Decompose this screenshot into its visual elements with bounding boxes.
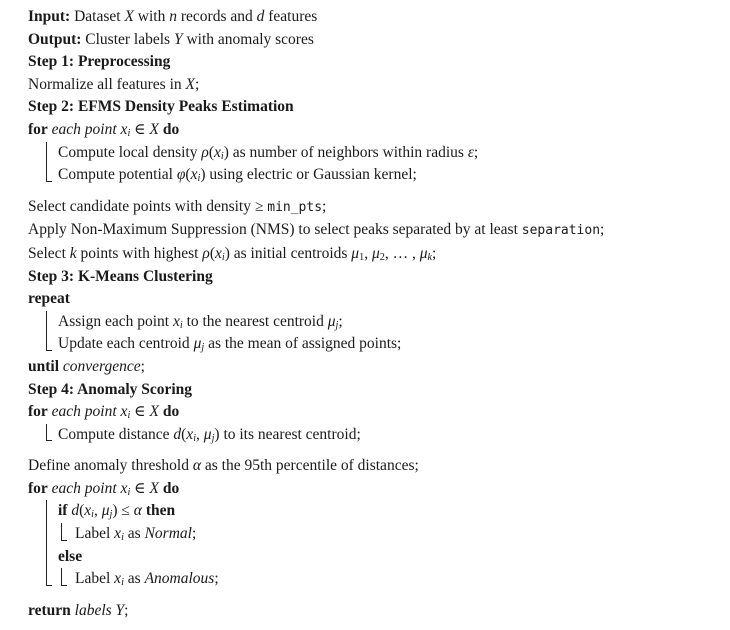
text-segment: x <box>215 244 222 262</box>
text-segment: x <box>213 143 221 161</box>
text-segment: j <box>335 319 339 331</box>
text-segment: i <box>220 150 224 162</box>
line-text <box>28 266 213 289</box>
text-segment: Define anomaly threshold <box>28 457 193 475</box>
vertical-rule <box>46 568 47 586</box>
text-segment: ; <box>194 75 200 93</box>
text-segment: ; <box>214 570 219 588</box>
text-segment: Compute potential <box>58 166 177 184</box>
algorithm-line <box>0 74 730 97</box>
line-text <box>58 333 401 356</box>
text-segment: Cluster labels <box>81 30 174 48</box>
line-text <box>28 29 314 52</box>
text-segment: Label <box>75 525 115 543</box>
vertical-rule <box>61 523 62 541</box>
algorithm-line <box>0 401 730 424</box>
block-indent-line <box>28 523 58 546</box>
algorithm-line <box>0 600 730 623</box>
text-segment: α <box>192 457 201 475</box>
text-segment: , <box>364 244 372 262</box>
text-segment: ; <box>124 601 129 619</box>
vertical-rule <box>61 568 62 586</box>
block-indent-line <box>28 424 58 447</box>
text-segment: Compute local density <box>58 143 202 161</box>
text-segment: Step 4: Anomaly Scoring <box>28 380 193 398</box>
text-segment: Update each centroid <box>58 335 194 353</box>
text-segment: else <box>58 547 83 565</box>
text-segment: i <box>221 251 225 263</box>
text-segment: μ <box>419 244 428 262</box>
block-indent-line <box>28 333 58 356</box>
algorithm-line <box>0 51 730 74</box>
text-segment: as <box>123 525 145 543</box>
text-segment: if <box>58 502 72 520</box>
text-segment: with anomaly scores <box>182 30 314 48</box>
text-segment: ) to its nearest centroid; <box>214 425 361 443</box>
text-segment: ρ <box>202 244 210 262</box>
text-segment: Normalize all features in <box>28 75 186 93</box>
algorithm-line <box>0 568 730 591</box>
text-segment: ; <box>600 221 605 239</box>
vertical-rule <box>46 142 47 165</box>
block-indent-line <box>28 500 58 523</box>
text-segment: ( <box>208 143 214 161</box>
text-segment: Step 2: EFMS Density Peaks Estimation <box>28 98 294 116</box>
text-segment: i <box>121 531 124 543</box>
line-text <box>28 288 70 311</box>
text-segment: Select candidate points with density ≥ <box>28 197 268 215</box>
text-segment: features <box>264 8 318 25</box>
text-segment: i <box>179 319 183 331</box>
text-segment: each point x <box>47 120 128 138</box>
algorithm-line <box>0 96 730 119</box>
text-segment: with <box>133 8 170 25</box>
line-text <box>28 478 179 501</box>
text-segment: do <box>162 120 180 138</box>
text-segment: ) as initial centroids <box>224 244 352 262</box>
block-indent-line <box>28 568 58 591</box>
line-text <box>28 51 170 74</box>
text-segment: Apply Non-Maximum Suppression (NMS) to select peaks separated by at least <box>28 221 522 239</box>
algorithm-line <box>0 478 730 501</box>
text-segment: ; <box>140 357 145 375</box>
text-segment: ∈ X <box>130 403 163 421</box>
text-segment: μ <box>351 244 360 262</box>
text-segment: μ <box>203 425 212 443</box>
text-segment: ( <box>181 425 187 443</box>
text-segment: ; <box>322 197 327 215</box>
text-segment: i <box>127 486 131 498</box>
text-segment: α <box>133 502 142 520</box>
algorithm-line <box>0 311 730 334</box>
text-segment: ; <box>473 143 479 161</box>
line-text <box>28 379 192 402</box>
text-segment: k <box>427 251 433 263</box>
text-segment: i <box>197 172 201 184</box>
line-text <box>28 401 179 424</box>
text-segment: return <box>28 601 71 619</box>
text-segment: x <box>186 425 194 443</box>
text-segment: records and <box>176 8 257 25</box>
line-text <box>28 356 145 379</box>
line-text <box>58 500 175 523</box>
text-segment: i <box>121 577 124 589</box>
text-segment: x <box>84 502 92 520</box>
text-segment: convergence <box>59 357 141 375</box>
algorithm-line <box>0 523 730 546</box>
block-indent-line <box>58 568 75 591</box>
text-segment: ( <box>185 166 191 184</box>
line-text <box>58 164 417 187</box>
text-segment: x <box>190 166 198 184</box>
text-segment: μ <box>371 244 380 262</box>
line-text <box>58 546 82 569</box>
algorithm-line <box>0 219 730 243</box>
text-segment: μ <box>193 335 202 353</box>
algorithm-line <box>0 379 730 402</box>
text-segment: Anomalous <box>144 570 215 588</box>
text-segment: ; <box>191 525 197 543</box>
line-text <box>28 74 199 97</box>
text-segment: Y <box>173 30 183 48</box>
algorithm-line <box>0 333 730 356</box>
text-segment: as the mean of assigned points; <box>204 335 402 353</box>
block-indent-line <box>28 142 58 165</box>
line-text <box>28 219 604 243</box>
text-segment: to the nearest centroid <box>182 312 328 330</box>
text-segment: x <box>172 312 180 330</box>
line-text <box>28 119 179 142</box>
text-segment: Output: <box>28 30 82 48</box>
text-segment: as <box>123 570 145 588</box>
text-segment: then <box>141 502 176 520</box>
text-segment: ε <box>467 143 474 161</box>
vertical-rule <box>46 546 47 569</box>
text-segment: Compute distance <box>58 425 174 443</box>
text-segment: 2 <box>379 251 385 263</box>
text-segment: j <box>211 432 215 444</box>
text-segment: , <box>94 502 102 520</box>
text-segment: ) as number of neighbors within radius <box>223 143 468 161</box>
algorithm-line <box>0 29 730 52</box>
line-text <box>28 455 419 478</box>
text-segment: points with highest <box>76 244 203 262</box>
line-text <box>58 424 361 447</box>
vertical-rule <box>46 164 47 182</box>
text-segment: ( <box>79 502 85 520</box>
algorithm-line <box>0 288 730 311</box>
text-segment: repeat <box>28 290 70 308</box>
text-segment: ) ≤ <box>112 502 134 520</box>
text-segment: Assign each point <box>58 312 173 330</box>
vertical-rule <box>46 500 47 523</box>
algorithm-line <box>0 455 730 478</box>
text-segment: ∈ X <box>130 479 163 497</box>
vertical-rule <box>46 523 47 546</box>
line-text <box>58 311 343 334</box>
vertical-rule <box>46 424 47 442</box>
text-segment: i <box>127 127 131 139</box>
text-segment: ( <box>209 244 215 262</box>
text-segment: 1 <box>359 251 365 263</box>
text-segment: X <box>185 75 195 93</box>
text-segment: separation <box>521 223 601 239</box>
algorithm-line <box>0 164 730 187</box>
text-segment: d <box>71 502 80 520</box>
line-text <box>28 600 128 623</box>
text-segment: ∈ X <box>130 120 163 138</box>
text-segment: until <box>28 357 60 375</box>
algorithm-line <box>0 500 730 523</box>
text-segment: i <box>91 509 94 521</box>
text-segment: labels Y <box>70 601 125 619</box>
algorithm-line <box>0 266 730 289</box>
text-segment: as the 95th percentile of distances; <box>201 457 419 475</box>
text-segment: n <box>169 8 177 25</box>
text-segment: φ <box>176 166 186 184</box>
vertical-rule <box>46 311 47 334</box>
text-segment: Label <box>75 570 115 588</box>
text-segment: each point x <box>47 403 128 421</box>
algorithm-line <box>0 142 730 165</box>
text-segment: d <box>256 8 265 25</box>
algorithm-line <box>0 6 730 29</box>
text-segment: d <box>173 425 182 443</box>
block-indent-line <box>58 523 75 546</box>
text-segment: Normal <box>144 525 192 543</box>
algorithm-line <box>0 356 730 379</box>
text-segment: , <box>196 425 204 443</box>
text-segment: j <box>201 342 205 354</box>
algorithm-line <box>0 119 730 142</box>
text-segment: k <box>69 244 77 262</box>
text-segment: i <box>193 432 197 444</box>
line-text <box>28 96 294 119</box>
algorithm-line <box>0 424 730 447</box>
text-segment: Input: <box>28 8 71 25</box>
text-segment: μ <box>101 502 110 520</box>
line-text <box>28 196 326 220</box>
line-text <box>28 6 317 29</box>
text-segment: , … , <box>384 244 420 262</box>
algorithm-line <box>0 243 730 266</box>
algorithm-line <box>0 196 730 220</box>
text-segment: ) using electric or Gaussian kernel; <box>200 166 417 184</box>
vertical-rule <box>46 333 47 351</box>
text-segment: ρ <box>201 143 209 161</box>
block-indent-line <box>28 311 58 334</box>
line-text <box>58 142 478 165</box>
text-segment: do <box>162 403 180 421</box>
text-segment: Dataset <box>70 8 125 25</box>
block-indent-line <box>28 546 58 569</box>
line-text <box>75 523 196 546</box>
text-segment: ; <box>338 312 343 330</box>
line-text <box>28 243 436 266</box>
algorithm-line <box>0 546 730 569</box>
text-segment: for <box>28 403 48 421</box>
line-text <box>75 568 219 591</box>
text-segment: Step 1: Preprocessing <box>28 53 171 71</box>
block-indent-line <box>28 164 58 187</box>
text-segment: for <box>28 120 48 138</box>
text-segment: μ <box>327 312 336 330</box>
algorithm-pseudocode <box>0 6 730 622</box>
text-segment: for <box>28 479 48 497</box>
text-segment: x <box>114 525 122 543</box>
text-segment: i <box>127 409 131 421</box>
text-segment: j <box>109 509 113 521</box>
text-segment: ; <box>432 244 437 262</box>
text-segment: min_pts <box>267 199 323 215</box>
text-segment: each point x <box>47 479 128 497</box>
text-segment: do <box>162 479 180 497</box>
text-segment: Step 3: K-Means Clustering <box>28 267 213 285</box>
text-segment: x <box>114 570 122 588</box>
text-segment: Select <box>28 244 70 262</box>
text-segment: X <box>124 8 134 25</box>
